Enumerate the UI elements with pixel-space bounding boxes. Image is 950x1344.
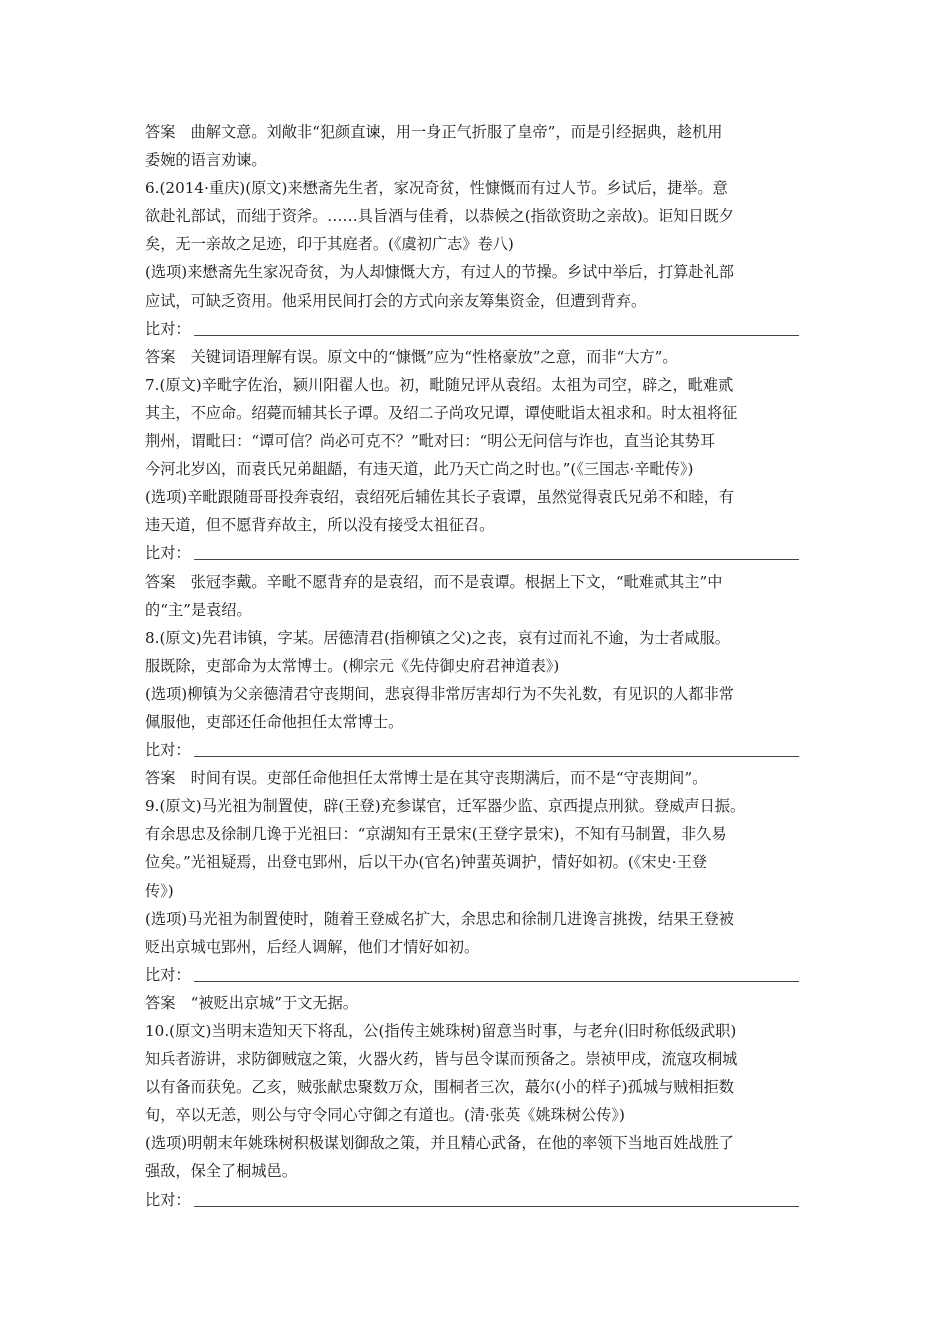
- document-body: [145, 118, 810, 1214]
- text-line: 有余思忠及徐制几谗于光祖曰：“京湖知有王景宋(王登字景宋)，不知有马制置，非久易: [145, 825, 727, 844]
- comparison-blank: [145, 736, 810, 764]
- text-line: 矣，无一亲故之足迹，印于其庭者。(《虞初广志》卷八): [145, 235, 514, 254]
- text-line: 传》): [145, 881, 174, 900]
- text-line: 6.(2014·重庆)(原文)来懋斋先生者，家况奇贫，性慷慨而有过人节。乡试后，捷举。意: [145, 179, 728, 198]
- text-line: 答案 时间有误。吏部任命他担任太常博士是在其守丧期满后，而不是“守丧期间”。: [145, 769, 708, 788]
- text-line: 位矣。”光祖疑焉，出登屯郢州，后以干办(官名)钟蜚英调护，情好如初。(《宋史·王登: [145, 853, 707, 872]
- text-line: 答案 “被贬出京城”于文无据。: [145, 993, 358, 1012]
- comparison-label: 比对：: [145, 1190, 191, 1209]
- text-line: (选项)辛毗跟随哥哥投奔袁绍，袁绍死后辅佐其长子袁谭，虽然觉得袁氏兄弟不和睦，有: [145, 488, 734, 507]
- answer-underline[interactable]: [194, 559, 799, 560]
- text-line: 佩服他，吏部还任命他担任太常博士。: [145, 712, 404, 731]
- answer-underline[interactable]: [194, 756, 799, 757]
- text-line: (选项)马光祖为制置使时，随着王登威名扩大，余思忠和徐制几进谗言挑拨，结果王登被: [145, 909, 734, 928]
- text-line: 以有备而获免。乙亥，贼张献忠聚数万众，围桐者三次，蕞尔(小的样子)孤城与贼相拒数: [145, 1078, 734, 1097]
- answer-underline[interactable]: [194, 335, 799, 336]
- text-line: 答案 关键词语理解有误。原文中的“慷慨”应为“性格豪放”之意，而非“大方”。: [145, 347, 678, 366]
- comparison-blank: [145, 961, 810, 989]
- comparison-blank: [145, 539, 810, 567]
- text-line: (选项)来懋斋先生家况奇贫，为人却慷慨大方，有过人的节操。乡试中举后，打算赴礼部: [145, 263, 734, 282]
- text-line: 答案 张冠李戴。辛毗不愿背弃的是袁绍，而不是袁谭。根据上下文，“毗难贰其主”中: [145, 572, 723, 591]
- text-line: (选项)明朝末年姚珠树积极谋划御敌之策，并且精心武备，在他的率领下当地百姓战胜了: [145, 1134, 734, 1153]
- text-line: 服既除，吏部命为太常博士。(柳宗元《先侍御史府君神道表》): [145, 656, 560, 675]
- comparison-blank: [145, 315, 810, 343]
- text-line: 知兵者游讲，求防御贼寇之策，火器火药，皆与邑令谋而预备之。崇祯甲戌，流寇攻桐城: [145, 1050, 738, 1069]
- text-line: 9.(原文)马光祖为制置使，辟(王登)充参谋官，迁军器少监、京西提点刑狱。登威声日振。: [145, 797, 746, 816]
- comparison-label: 比对：: [145, 544, 191, 563]
- answer-underline[interactable]: [194, 1206, 799, 1207]
- text-line: 今河北岁凶，而袁氏兄弟龃龉，有违天道，此乃天亡尚之时也。”(《三国志·辛毗传》): [145, 460, 694, 479]
- text-line: 7.(原文)辛毗字佐治，颍川阳翟人也。初，毗随兄评从袁绍。太祖为司空，辟之，毗难贰: [145, 375, 734, 394]
- text-line: (选项)柳镇为父亲德清君守丧期间，悲哀得非常厉害却行为不失礼数，有见识的人都非常: [145, 684, 734, 703]
- text-line: 委婉的语言劝谏。: [145, 151, 267, 170]
- text-line: 应试，可缺乏资用。他采用民间打会的方式向亲友筹集资金，但遭到背弃。: [145, 291, 647, 310]
- text-line: 其主，不应命。绍薨而辅其长子谭。及绍二子尚攻兄谭，谭使毗诣太祖求和。时太祖将征: [145, 403, 738, 422]
- comparison-label: 比对：: [145, 319, 191, 338]
- text-line: 欲赴礼部试，而绌于资斧。……具旨酒与佳肴，以恭候之(指欲资助之亲故)。讵知日既夕: [145, 207, 734, 226]
- comparison-label: 比对：: [145, 965, 191, 984]
- text-line: 10.(原文)当明末造知天下将乱，公(指传主姚珠树)留意当时事，与老弁(旧时称低级武职): [145, 1022, 737, 1040]
- text-line: 强敌，保全了桐城邑。: [145, 1162, 297, 1181]
- text-line: 8.(原文)先君讳镇，字某。居德清君(指柳镇之父)之丧，哀有过而礼不逾，为士者咸服。: [145, 628, 730, 647]
- text-line: 违天道，但不愿背弃故主，所以没有接受太祖征召。: [145, 516, 495, 535]
- text-line: 的“主”是袁绍。: [145, 600, 252, 619]
- answer-underline[interactable]: [194, 981, 799, 982]
- text-line: 贬出京城屯郢州，后经人调解，他们才情好如初。: [145, 937, 480, 956]
- comparison-label: 比对：: [145, 741, 191, 760]
- text-line: 荆州，谓毗曰：“谭可信？尚必可克不？”毗对曰：“明公无问信与诈也，直当论其势耳: [145, 432, 716, 451]
- comparison-blank: [145, 1186, 810, 1214]
- text-line: 旬，卒以无恙，则公与守令同心守御之有道也。(清·张英《姚珠树公传》): [145, 1106, 625, 1125]
- text-line: 答案 曲解文意。刘敞非“犯颜直谏，用一身正气折服了皇帝”，而是引经据典，趁机用: [145, 123, 723, 141]
